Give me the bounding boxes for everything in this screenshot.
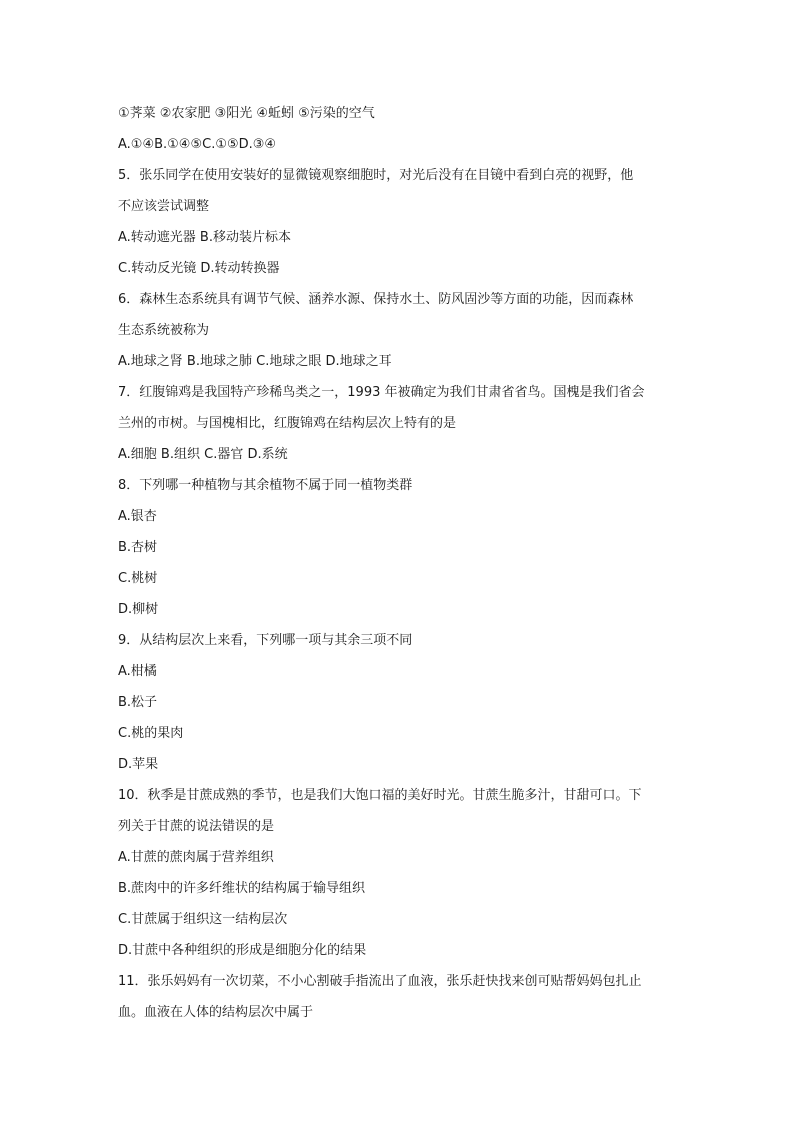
text-line: 生态系统被称为: [118, 323, 210, 338]
question-line: 7．红腹锦鸡是我国特产珍稀鸟类之一，1993 年被确定为我们甘肃省省鸟。国槐是我们省会: [118, 385, 645, 400]
text-line: 血。血液在人体的结构层次中属于: [118, 1005, 314, 1020]
text-line: A.①④B.①④⑤C.①⑤D.③④: [118, 137, 277, 152]
document-body: [118, 98, 684, 1028]
question-line: 5．张乐同学在使用安装好的显微镜观察细胞时，对光后没有在目镜中看到白亮的视野，他: [118, 168, 634, 183]
question-line: 6．森林生态系统具有调节气候、涵养水源、保持水土、防风固沙等方面的功能，因而森林: [118, 292, 634, 307]
text-line: 列关于甘蔗的说法错误的是: [118, 819, 275, 834]
option-line: A.柑橘: [118, 664, 157, 679]
text-line: ①荠菜 ②农家肥 ③阳光 ④蚯蚓 ⑤污染的空气: [118, 106, 375, 121]
options-line: A.转动遮光器 B.移动装片标本: [118, 230, 291, 245]
text-line: 不应该尝试调整: [118, 199, 210, 214]
option-line: C.桃的果肉: [118, 726, 184, 741]
option-line: D.苹果: [118, 757, 159, 772]
question-line: 9．从结构层次上来看，下列哪一项与其余三项不同: [118, 633, 413, 648]
option-line: B.蔗肉中的许多纤维状的结构属于输导组织: [118, 881, 366, 896]
option-line: A.银杏: [118, 509, 157, 524]
options-line: A.细胞 B.组织 C.器官 D.系统: [118, 447, 288, 462]
option-line: C.甘蔗属于组织这一结构层次: [118, 912, 288, 927]
question-line: 11．张乐妈妈有一次切菜，不小心割破手指流出了血液，张乐赶快找来创可贴帮妈妈包扎止: [118, 974, 642, 989]
option-line: A.甘蔗的蔗肉属于营养组织: [118, 850, 274, 865]
option-line: C.桃树: [118, 571, 158, 586]
option-line: B.松子: [118, 695, 158, 710]
option-line: D.甘蔗中各种组织的形成是细胞分化的结果: [118, 943, 367, 958]
option-line: D.柳树: [118, 602, 159, 617]
question-line: 8．下列哪一种植物与其余植物不属于同一植物类群: [118, 478, 413, 493]
question-line: 10．秋季是甘蔗成熟的季节，也是我们大饱口福的美好时光。甘蔗生脆多汁，甘甜可口。下: [118, 788, 642, 803]
option-line: B.杏树: [118, 540, 158, 555]
text-line: 兰州的市树。与国槐相比，红腹锦鸡在结构层次上特有的是: [118, 416, 457, 431]
options-line: A.地球之肾 B.地球之肺 C.地球之眼 D.地球之耳: [118, 354, 392, 369]
options-line: C.转动反光镜 D.转动转换器: [118, 261, 280, 276]
